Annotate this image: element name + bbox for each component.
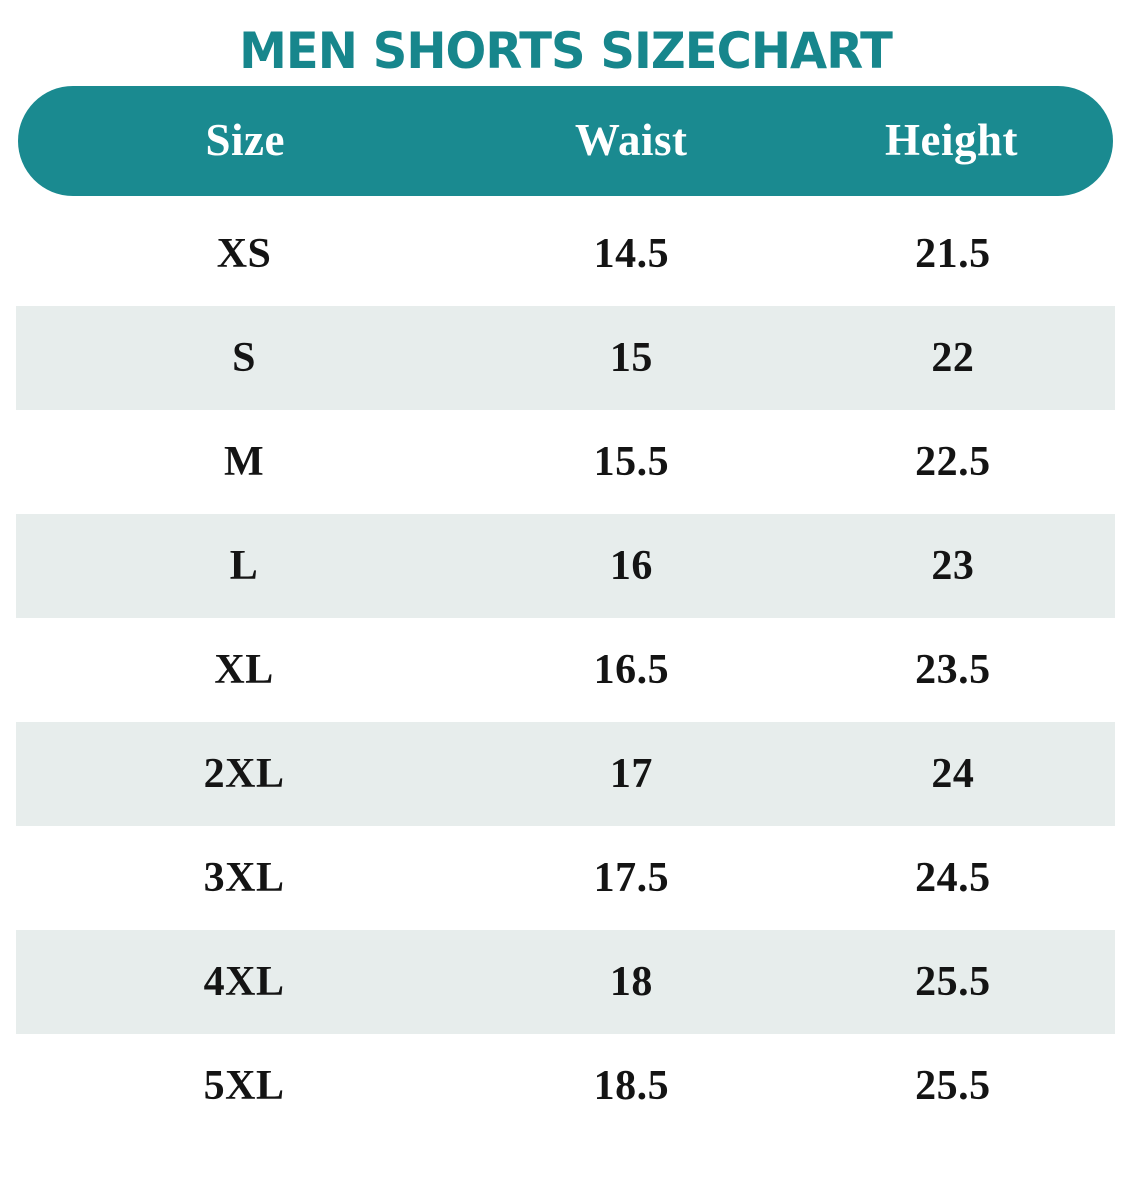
cell-size: XL xyxy=(214,647,274,693)
table-row xyxy=(16,306,1115,410)
column-header-waist: Waist xyxy=(574,115,688,165)
table-row xyxy=(16,202,1115,306)
column-header-height: Height xyxy=(884,115,1018,165)
cell-size: 5XL xyxy=(203,1063,285,1109)
cell-size: S xyxy=(232,335,256,381)
cell-height: 22 xyxy=(931,335,975,381)
cell-size: 4XL xyxy=(203,959,285,1005)
table-header-row xyxy=(18,86,1113,196)
size-chart-table xyxy=(0,86,1131,1138)
cell-waist: 15 xyxy=(609,335,653,381)
cell-waist: 16.5 xyxy=(593,647,670,693)
table-row xyxy=(16,618,1115,722)
cell-waist: 15.5 xyxy=(593,439,670,485)
cell-size: M xyxy=(223,439,265,485)
cell-height: 25.5 xyxy=(915,959,991,1005)
cell-waist: 17.5 xyxy=(593,855,670,901)
cell-height: 25.5 xyxy=(915,1063,991,1109)
cell-size: XS xyxy=(216,231,272,277)
table-row xyxy=(16,410,1115,514)
cell-height: 23 xyxy=(931,543,975,589)
table-row xyxy=(16,826,1115,930)
cell-size: L xyxy=(229,543,259,589)
cell-waist: 18.5 xyxy=(593,1063,670,1109)
table-row xyxy=(16,514,1115,618)
cell-height: 24.5 xyxy=(915,855,991,901)
column-header-size: Size xyxy=(205,115,285,165)
cell-waist: 16 xyxy=(609,543,653,589)
cell-waist: 18 xyxy=(609,959,653,1005)
page-title: MEN SHORTS SIZECHART xyxy=(239,22,892,80)
cell-size: 2XL xyxy=(203,751,285,797)
cell-size: 3XL xyxy=(203,855,285,901)
table-row xyxy=(16,1034,1115,1138)
cell-height: 22.5 xyxy=(915,439,991,485)
table-row xyxy=(16,930,1115,1034)
cell-height: 24 xyxy=(931,751,975,797)
cell-waist: 17 xyxy=(609,751,653,797)
table-row xyxy=(16,722,1115,826)
cell-height: 23.5 xyxy=(915,647,991,693)
cell-waist: 14.5 xyxy=(593,231,670,277)
cell-height: 21.5 xyxy=(915,231,991,277)
